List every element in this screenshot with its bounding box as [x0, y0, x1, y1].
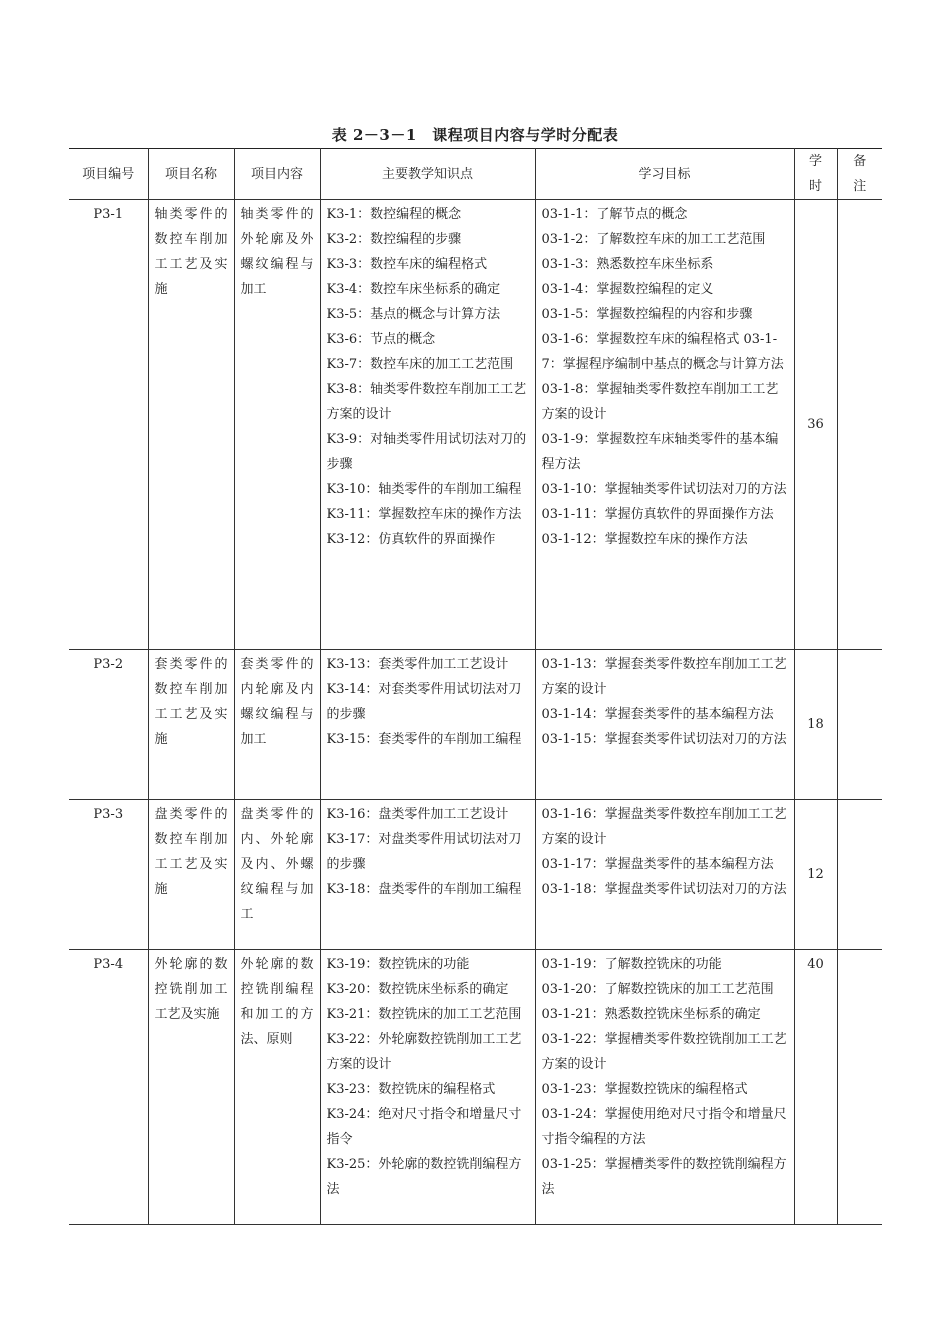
- goal-item: 03-1-21：熟悉数控铣床坐标系的确定: [541, 1007, 761, 1022]
- knowledge-item: K3-11：掌握数控车床的操作方法: [326, 507, 522, 522]
- knowledge-item: K3-22：外轮廓数控铣削加工工艺方案的设计: [326, 1032, 522, 1072]
- project-name: 外轮廓的数控铣削加工工艺及实施: [148, 950, 234, 1225]
- table-row: [69, 950, 882, 1225]
- knowledge-item: K3-18：盘类零件的车削加工编程: [326, 882, 522, 897]
- knowledge-item: K3-12：仿真软件的界面操作: [326, 532, 496, 547]
- knowledge-item: K3-20：数控铣床坐标系的确定: [326, 982, 509, 997]
- header-row: [69, 149, 882, 200]
- header-notes: [837, 149, 882, 200]
- goal-item: 03-1-3：熟悉数控车床坐标系: [541, 257, 714, 272]
- knowledge-item: K3-24：绝对尺寸指令和增量尺寸指令: [326, 1107, 522, 1147]
- goal-item: 03-1-13：掌握套类零件数控车削加工工艺方案的设计: [541, 657, 787, 697]
- project-hours: 40: [794, 950, 837, 1225]
- goal-item: 03-1-22：掌握槽类零件数控铣削加工工艺方案的设计: [541, 1032, 787, 1072]
- table-body: [69, 200, 882, 1225]
- knowledge-points: [320, 200, 535, 650]
- project-content: 盘类零件的内、外轮廓及内、外螺纹编程与加工: [234, 800, 320, 950]
- knowledge-item: K3-15：套类零件的车削加工编程: [326, 732, 522, 747]
- header-hours-1: 学: [808, 154, 822, 169]
- goal-item: 03-1-9：掌握数控车床轴类零件的基本编程方法: [541, 432, 779, 472]
- header-goals: 学习目标: [535, 149, 794, 200]
- knowledge-item: K3-9：对轴类零件用试切法对刀的步骤: [326, 432, 527, 472]
- header-code: 项目编号: [69, 149, 148, 200]
- project-hours: 12: [794, 800, 837, 950]
- header-hours-2: 时: [808, 179, 822, 194]
- goal-item: 03-1-2：了解数控车床的加工工艺范围: [541, 232, 766, 247]
- knowledge-item: K3-25：外轮廓的数控铣削编程方法: [326, 1157, 522, 1197]
- project-notes: [837, 200, 882, 650]
- goal-item: 03-1-5：掌握数控编程的内容和步骤: [541, 307, 753, 322]
- project-name: 套类零件的数控车削加工工艺及实施: [148, 650, 234, 800]
- table-row: [69, 800, 882, 950]
- project-code: P3-1: [69, 200, 148, 650]
- learning-goals: [535, 650, 794, 800]
- knowledge-item: K3-4：数控车床坐标系的确定: [326, 282, 501, 297]
- goal-item: 03-1-15：掌握套类零件试切法对刀的方法: [541, 732, 787, 747]
- goal-item: 03-1-25：掌握槽类零件的数控铣削编程方法: [541, 1157, 787, 1197]
- knowledge-item: K3-16：盘类零件加工工艺设计: [326, 807, 509, 822]
- project-code: P3-3: [69, 800, 148, 950]
- project-content: 套类零件的内轮廓及内螺纹编程与加工: [234, 650, 320, 800]
- project-code: P3-4: [69, 950, 148, 1225]
- project-notes: [837, 950, 882, 1225]
- project-code: P3-2: [69, 650, 148, 800]
- header-hours: [794, 149, 837, 200]
- project-notes: [837, 800, 882, 950]
- project-name: 轴类零件的数控车削加工工艺及实施: [148, 200, 234, 650]
- goal-item: 03-1-16：掌握盘类零件数控车削加工工艺方案的设计: [541, 807, 787, 847]
- learning-goals: [535, 200, 794, 650]
- knowledge-item: K3-17：对盘类零件用试切法对刀的步骤: [326, 832, 522, 872]
- knowledge-points: [320, 650, 535, 800]
- knowledge-item: K3-2：数控编程的步骤: [326, 232, 462, 247]
- knowledge-item: K3-21：数控铣床的加工工艺范围: [326, 1007, 522, 1022]
- learning-goals: [535, 800, 794, 950]
- goal-item: 03-1-20：了解数控铣床的加工工艺范围: [541, 982, 774, 997]
- goal-item: 03-1-17：掌握盘类零件的基本编程方法: [541, 857, 774, 872]
- goal-item: 03-1-24：掌握使用绝对尺寸指令和增量尺寸指令编程的方法: [541, 1107, 787, 1147]
- header-name: 项目名称: [148, 149, 234, 200]
- goal-item: 03-1-1：了解节点的概念: [541, 207, 688, 222]
- goal-item: 03-1-4：掌握数控编程的定义: [541, 282, 714, 297]
- goal-item: 03-1-10：掌握轴类零件试切法对刀的方法: [541, 482, 787, 497]
- goal-item: 03-1-6：掌握数控车床的编程格式 03-1-7：掌握程序编制中基点的概念与计算方法: [541, 332, 784, 372]
- knowledge-item: K3-10：轴类零件的车削加工编程: [326, 482, 522, 497]
- project-name: 盘类零件的数控车削加工工艺及实施: [148, 800, 234, 950]
- header-notes-1: 备: [853, 154, 867, 169]
- project-hours: 36: [794, 200, 837, 650]
- course-table: [69, 148, 882, 1225]
- project-hours: 18: [794, 650, 837, 800]
- project-notes: [837, 650, 882, 800]
- goal-item: 03-1-23：掌握数控铣床的编程格式: [541, 1082, 748, 1097]
- knowledge-item: K3-14：对套类零件用试切法对刀的步骤: [326, 682, 522, 722]
- knowledge-item: K3-1：数控编程的概念: [326, 207, 462, 222]
- goal-item: 03-1-11：掌握仿真软件的界面操作方法: [541, 507, 774, 522]
- knowledge-points: [320, 800, 535, 950]
- table-row: [69, 650, 882, 800]
- knowledge-item: K3-7：数控车床的加工工艺范围: [326, 357, 514, 372]
- knowledge-item: K3-13：套类零件加工工艺设计: [326, 657, 509, 672]
- learning-goals: [535, 950, 794, 1225]
- knowledge-points: [320, 950, 535, 1225]
- knowledge-item: K3-5：基点的概念与计算方法: [326, 307, 501, 322]
- knowledge-item: K3-3：数控车床的编程格式: [326, 257, 488, 272]
- project-content: 轴类零件的外轮廓及外螺纹编程与加工: [234, 200, 320, 650]
- goal-item: 03-1-19：了解数控铣床的功能: [541, 957, 722, 972]
- header-notes-2: 注: [853, 179, 867, 194]
- header-knowledge: 主要教学知识点: [320, 149, 535, 200]
- project-content: 外轮廓的数控铣削编程和加工的方法、原则: [234, 950, 320, 1225]
- header-content: 项目内容: [234, 149, 320, 200]
- goal-item: 03-1-14：掌握套类零件的基本编程方法: [541, 707, 774, 722]
- goal-item: 03-1-12：掌握数控车床的操作方法: [541, 532, 748, 547]
- goal-item: 03-1-8：掌握轴类零件数控车削加工工艺方案的设计: [541, 382, 779, 422]
- table-row: [69, 200, 882, 650]
- knowledge-item: K3-6：节点的概念: [326, 332, 436, 347]
- knowledge-item: K3-19：数控铣床的功能: [326, 957, 470, 972]
- knowledge-item: K3-8：轴类零件数控车削加工工艺方案的设计: [326, 382, 527, 422]
- goal-item: 03-1-18：掌握盘类零件试切法对刀的方法: [541, 882, 787, 897]
- table-title: 表 2－3－1 课程项目内容与学时分配表: [331, 126, 619, 144]
- knowledge-item: K3-23：数控铣床的编程格式: [326, 1082, 496, 1097]
